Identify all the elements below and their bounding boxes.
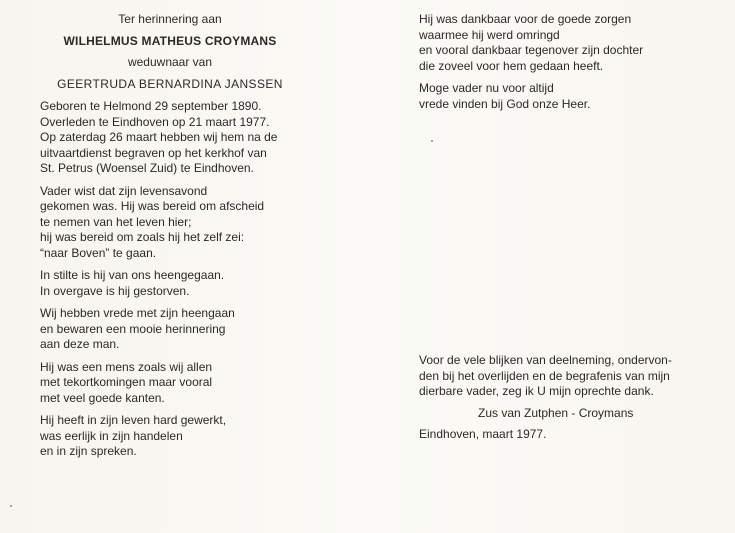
deceased-name: WILHELMUS MATHEUS CROYMANS bbox=[63, 33, 277, 48]
signature: Zus van Zutphen - Croymans bbox=[478, 405, 634, 420]
paragraph-human bbox=[40, 360, 340, 407]
text-line: en vooral dankbaar tegenover zijn dochter bbox=[419, 43, 644, 57]
paragraph-silence bbox=[40, 268, 340, 299]
paragraph-work bbox=[40, 413, 340, 460]
text-line: waarmee hij werd omringd bbox=[419, 27, 560, 42]
text-line: Moge vader nu voor altijd bbox=[419, 81, 554, 95]
bio-paragraph bbox=[40, 99, 340, 177]
bio-line: uitvaartdienst begraven op het kerkhof van bbox=[40, 145, 267, 160]
text-line: hij was bereid om zoals hij het zelf zei: bbox=[40, 230, 245, 244]
text-line: Wij hebben vrede met zijn heengaan bbox=[40, 306, 235, 320]
right-column bbox=[419, 12, 719, 112]
text-line: met tekortkomingen maar vooral bbox=[40, 375, 213, 389]
thanks-paragraph bbox=[419, 353, 719, 400]
text-line: In overgave is hij gestorven. bbox=[40, 283, 190, 298]
thanks-section bbox=[419, 353, 719, 443]
text-line: Hij was dankbaar voor de goede zorgen bbox=[419, 12, 632, 26]
place-date: Eindhoven, maart 1977. bbox=[419, 427, 547, 441]
text-line: vrede vinden bij God onze Heer. bbox=[419, 96, 591, 111]
text-line: gekomen was. Hij was bereid om afscheid bbox=[40, 199, 265, 213]
text-line: den bij het overlijden en de begrafenis van mijn bbox=[419, 368, 670, 383]
paragraph-peace bbox=[40, 306, 340, 353]
paragraph-gratitude bbox=[419, 12, 719, 74]
intro-text: Ter herinnering aan bbox=[118, 12, 222, 26]
text-line: aan deze man. bbox=[40, 337, 120, 351]
text-line: was eerlijk in zijn handelen bbox=[40, 428, 183, 443]
bio-line: St. Petrus (Woensel Zuid) te Eindhoven. bbox=[40, 161, 254, 175]
text-line: Vader wist dat zijn levensavond bbox=[40, 183, 208, 198]
text-line: Hij was een mens zoals wij allen bbox=[40, 359, 213, 374]
text-line: dierbare vader, zeg ik U mijn oprechte dank. bbox=[419, 384, 654, 398]
speck-mark bbox=[431, 140, 433, 142]
text-line: Voor de vele blijken van deelneming, ondervon- bbox=[419, 353, 672, 367]
bio-line: Geboren te Helmond 29 september 1890. bbox=[40, 99, 262, 113]
paragraph-prayer bbox=[419, 81, 719, 112]
text-line: en in zijn spreken. bbox=[40, 444, 137, 458]
text-line: In stilte is hij van ons heengegaan. bbox=[40, 268, 225, 282]
widower-of-text: weduwnaar van bbox=[127, 55, 213, 69]
spouse-name: GEERTRUDA BERNARDINA JANSSEN bbox=[57, 76, 283, 91]
text-line: die zoveel voor hem gedaan heeft. bbox=[419, 58, 604, 73]
bio-line: Op zaterdag 26 maart hebben wij hem na de bbox=[40, 130, 278, 144]
text-line: Hij heeft in zijn leven hard gewerkt, bbox=[40, 413, 227, 427]
speck-mark bbox=[10, 505, 12, 507]
text-line: “naar Boven” te gaan. bbox=[40, 245, 157, 260]
text-line: met veel goede kanten. bbox=[40, 390, 165, 405]
bio-line: Overleden te Eindhoven op 21 maart 1977. bbox=[40, 114, 270, 129]
text-line: en bewaren een mooie herinnering bbox=[40, 321, 226, 336]
paragraph-farewell bbox=[40, 184, 340, 262]
text-line: te nemen van het leven hier; bbox=[40, 214, 192, 229]
left-column bbox=[40, 12, 340, 460]
